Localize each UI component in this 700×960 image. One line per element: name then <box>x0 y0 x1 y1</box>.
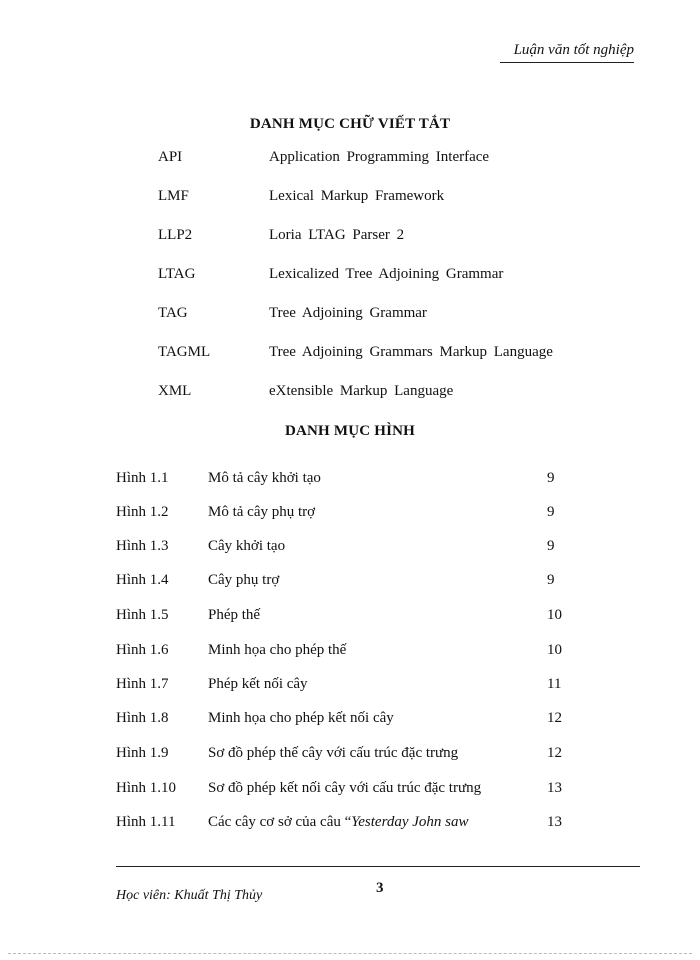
figure-row <box>0 504 700 524</box>
abbreviation-definition: Application Programming Interface <box>269 149 490 165</box>
page-number: 3 <box>376 880 384 896</box>
abbreviation-code: TAGML <box>158 344 211 360</box>
figure-row <box>0 607 700 627</box>
figure-label: Hình 1.8 <box>116 710 169 726</box>
figure-row <box>0 642 700 662</box>
figure-label: Hình 1.2 <box>116 504 169 520</box>
abbreviation-definition: Loria LTAG Parser 2 <box>269 227 405 243</box>
abbreviation-row <box>0 149 700 169</box>
figure-page: 10 <box>547 642 562 658</box>
figure-title: Minh họa cho phép thế <box>208 642 347 658</box>
figure-title <box>208 814 469 831</box>
abbreviation-row <box>0 227 700 247</box>
abbreviation-code: XML <box>158 383 192 399</box>
abbreviation-definition: Tree Adjoining Grammar <box>269 305 427 321</box>
figure-page: 11 <box>547 676 562 692</box>
figure-title-text: Các cây cơ sở của câu “ <box>208 814 352 830</box>
abbreviation-definition: Lexical Markup Framework <box>269 188 445 204</box>
figure-title: Phép kết nối cây <box>208 676 308 692</box>
student-name: Học viên: Khuất Thị Thủy <box>116 888 263 903</box>
abbreviation-code: LLP2 <box>158 227 193 243</box>
abbreviation-definition: eXtensible Markup Language <box>269 383 454 399</box>
figure-title: Mô tả cây phụ trợ <box>208 504 316 520</box>
figure-label: Hình 1.10 <box>116 780 176 796</box>
figure-row <box>0 745 700 765</box>
figure-title: Mô tả cây khởi tạo <box>208 470 321 486</box>
abbreviation-row <box>0 344 700 364</box>
abbreviation-row <box>0 305 700 325</box>
abbreviation-code: TAG <box>158 305 188 321</box>
figure-page: 12 <box>547 745 562 761</box>
figure-label: Hình 1.11 <box>116 814 176 830</box>
abbreviation-row <box>0 266 700 286</box>
abbreviation-row <box>0 188 700 208</box>
figure-page: 9 <box>547 572 555 588</box>
figures-heading: DANH MỤC HÌNH <box>284 423 416 439</box>
figure-title: Sơ đồ phép thế cây với cấu trúc đặc trưng <box>208 745 459 761</box>
figure-page: 9 <box>547 504 555 520</box>
abbreviation-code: LTAG <box>158 266 196 282</box>
figure-page: 13 <box>547 814 562 830</box>
figure-page: 10 <box>547 607 562 623</box>
figure-title: Sơ đồ phép kết nối cây với cấu trúc đặc trưng <box>208 780 482 796</box>
figure-title: Phép thế <box>208 607 261 623</box>
figure-title: Cây phụ trợ <box>208 572 280 588</box>
figure-row <box>0 710 700 730</box>
abbreviation-code: API <box>158 149 183 165</box>
figure-page: 13 <box>547 780 562 796</box>
abbreviations-heading: DANH MỤC CHỮ VIẾT TẮT <box>249 116 451 132</box>
figure-page: 9 <box>547 470 555 486</box>
abbreviation-row <box>0 383 700 403</box>
figure-page: 12 <box>547 710 562 726</box>
abbreviation-code: LMF <box>158 188 189 204</box>
abbreviation-definition: Lexicalized Tree Adjoining Grammar <box>269 266 504 282</box>
figure-label: Hình 1.9 <box>116 745 169 761</box>
page-bottom-border <box>8 953 692 954</box>
figure-label: Hình 1.4 <box>116 572 169 588</box>
figure-label: Hình 1.1 <box>116 470 169 486</box>
figure-page: 9 <box>547 538 555 554</box>
header-underline <box>500 62 634 63</box>
figure-row <box>0 572 700 592</box>
figure-row <box>0 538 700 558</box>
figure-title: Cây khởi tạo <box>208 538 286 554</box>
figure-row <box>0 814 700 834</box>
figure-label: Hình 1.5 <box>116 607 169 623</box>
figure-title: Minh họa cho phép kết nối cây <box>208 710 394 726</box>
figure-label: Hình 1.7 <box>116 676 169 692</box>
figure-row <box>0 676 700 696</box>
footer-divider <box>116 866 640 867</box>
figure-label: Hình 1.6 <box>116 642 169 658</box>
figure-title-italic: Yesterday John saw <box>351 814 469 830</box>
figure-row <box>0 780 700 800</box>
figure-label: Hình 1.3 <box>116 538 169 554</box>
abbreviation-definition: Tree Adjoining Grammars Markup Language <box>269 344 553 360</box>
thesis-title: Luận văn tốt nghiệp <box>513 42 634 58</box>
figure-row <box>0 470 700 490</box>
